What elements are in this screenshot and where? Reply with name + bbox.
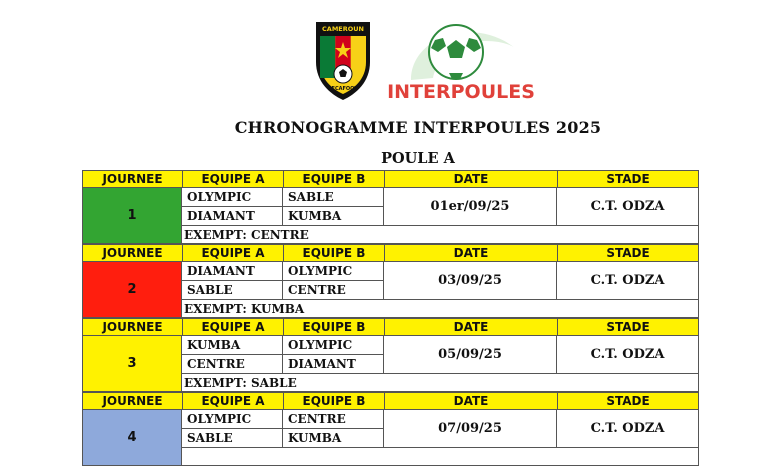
header-equipe-a: EQUIPE A <box>183 393 284 409</box>
journee-number: 3 <box>82 336 182 392</box>
header-equipe-b: EQUIPE B <box>284 319 385 335</box>
header-row <box>82 244 699 262</box>
header-date: DATE <box>385 319 558 335</box>
header-stade: STADE <box>606 394 650 408</box>
team-a: CENTRE <box>182 355 283 374</box>
header-stade: STADE <box>606 172 650 186</box>
header-equipe-b: EQUIPE B <box>284 245 385 261</box>
team-a: OLYMPIC <box>182 410 283 429</box>
header-equipe-a: EQUIPE A <box>183 319 284 335</box>
matchday-block <box>82 318 699 392</box>
logos-area <box>0 14 780 104</box>
header-equipe-b: EQUIPE B <box>284 171 385 187</box>
team-a: SABLE <box>182 281 283 300</box>
schedule-table <box>82 170 699 466</box>
match-date: 03/09/25 <box>384 262 557 300</box>
header-date: DATE <box>385 171 558 187</box>
matchday-block <box>82 244 699 318</box>
match-stadium: C.T. ODZA <box>557 188 699 226</box>
match-stadium: C.T. ODZA <box>557 262 699 300</box>
match-stadium: C.T. ODZA <box>557 410 699 448</box>
match-date: 07/09/25 <box>384 410 557 448</box>
fecafoot-crest-logo <box>312 18 374 102</box>
matchday-block <box>82 392 699 466</box>
match-stadium: C.T. ODZA <box>557 336 699 374</box>
team-b: CENTRE <box>283 410 384 429</box>
exempt-team: EXEMPT: SABLE <box>182 374 699 392</box>
header-date: DATE <box>385 393 558 409</box>
header-equipe-b: EQUIPE B <box>284 393 385 409</box>
team-b: CENTRE <box>283 281 384 300</box>
pool-title: POULE A <box>381 150 455 167</box>
team-a: DIAMANT <box>182 207 283 226</box>
header-equipe-a: EQUIPE A <box>183 245 284 261</box>
team-b: OLYMPIC <box>283 262 384 281</box>
matchday-block <box>82 170 699 244</box>
header-date: DATE <box>385 245 558 261</box>
journee-number: 2 <box>82 262 182 318</box>
interpoules-logo-text: INTERPOULES <box>387 81 535 103</box>
match-date: 05/09/25 <box>384 336 557 374</box>
crest-top-text: CAMEROUN <box>322 25 364 33</box>
journee-number: 1 <box>82 188 182 244</box>
header-journee: JOURNEE <box>83 245 183 261</box>
exempt-team: EXEMPT: CENTRE <box>182 226 699 244</box>
header-row <box>82 318 699 336</box>
header-equipe-a: EQUIPE A <box>183 171 284 187</box>
interpoules-logo <box>383 18 543 110</box>
header-stade: STADE <box>606 320 650 334</box>
team-b: KUMBA <box>283 207 384 226</box>
team-a: SABLE <box>182 429 283 448</box>
header-journee: JOURNEE <box>83 171 183 187</box>
header-stade: STADE <box>606 246 650 260</box>
team-a: OLYMPIC <box>182 188 283 207</box>
match-date: 01er/09/25 <box>384 188 557 226</box>
header-journee: JOURNEE <box>83 319 183 335</box>
header-row <box>82 170 699 188</box>
header-row <box>82 392 699 410</box>
journee-number: 4 <box>82 410 182 466</box>
header-journee: JOURNEE <box>83 393 183 409</box>
exempt-team: EXEMPT: KUMBA <box>182 300 699 318</box>
crest-bottom-text: FECAFOOT <box>328 86 358 92</box>
team-b: KUMBA <box>283 429 384 448</box>
team-b: SABLE <box>283 188 384 207</box>
team-b: DIAMANT <box>283 355 384 374</box>
team-a: DIAMANT <box>182 262 283 281</box>
team-a: KUMBA <box>182 336 283 355</box>
document-title: CHRONOGRAMME INTERPOULES 2025 <box>234 118 602 137</box>
exempt-team <box>182 448 699 466</box>
team-b: OLYMPIC <box>283 336 384 355</box>
